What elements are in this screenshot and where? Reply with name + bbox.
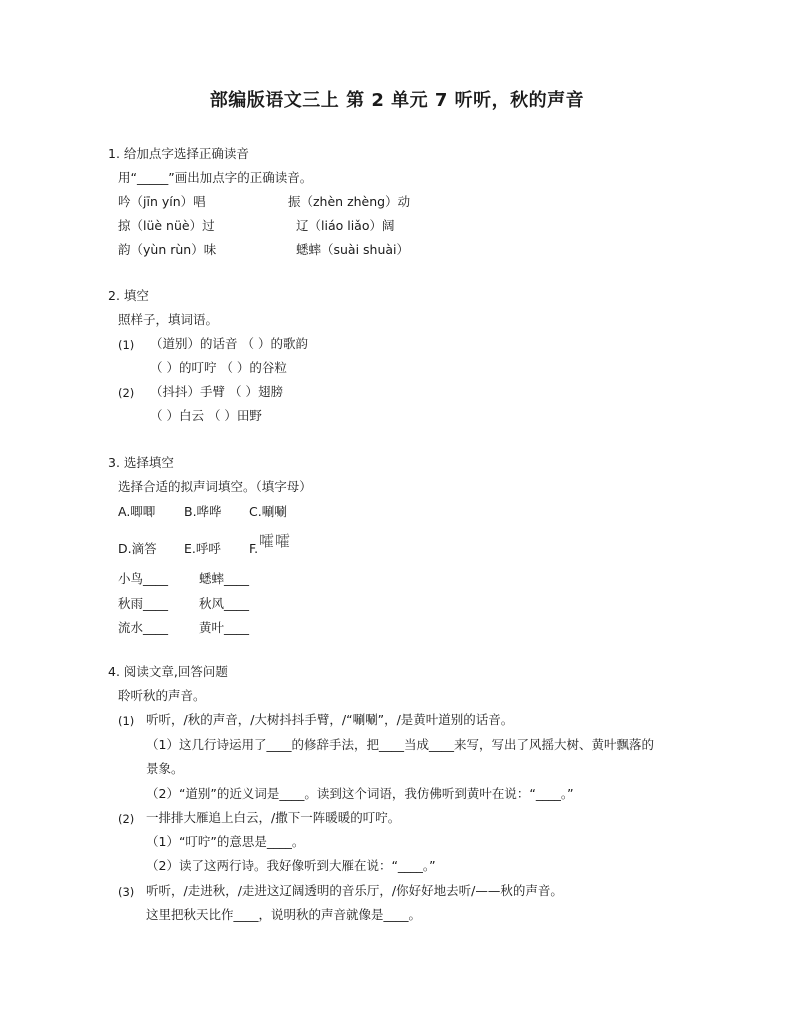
- q4-question: （2）“道别”的近义词是____。读到这个词语，我仿佛听到黄叶在说：“____。”: [146, 786, 574, 801]
- q3-option: B.哗哗: [184, 504, 222, 519]
- q1-item: 振（zhèn zhèng）动: [288, 194, 411, 209]
- q2-row: （道别）的话音 （ ）的歌韵: [150, 336, 308, 351]
- q3-instruction: 选择合适的拟声词填空。（填字母）: [118, 479, 312, 494]
- q4-passage: 听听，/走进秋，/走进这辽阔透明的音乐厅，/你好好地去听/——秋的声音。: [146, 883, 563, 898]
- q4-number-2: (2): [118, 812, 135, 826]
- q4-passage: 听听，/秋的声音，/大树抖抖手臂，/“唰唰”，/是黄叶道别的话音。: [146, 712, 514, 727]
- q3-option: E.呼呼: [184, 541, 221, 556]
- q2-row: （ ）的叮咛 （ ）的谷粒: [150, 360, 287, 375]
- q2-heading: 2. 填空: [108, 288, 149, 303]
- page-title: 部编版语文三上 第 2 单元 7 听听，秋的声音: [209, 90, 585, 111]
- q1-item: 辽（liáo liǎo）阔: [296, 218, 395, 233]
- q1-item: 韵（yùn rùn）味: [118, 242, 217, 257]
- q3-option: F.: [249, 541, 259, 556]
- q1-item: 吟（jīn yín）唱: [118, 194, 206, 209]
- q2-number-1: (1): [118, 338, 135, 352]
- q1-item: 掠（lüè nüè）过: [118, 218, 215, 233]
- q3-fill: 秋雨____: [118, 596, 169, 611]
- q2-row: （ ）白云 （ ）田野: [150, 408, 262, 423]
- q3-option-f-glyph: 嚯嚯: [259, 532, 292, 550]
- q4-question: 景象。: [146, 761, 184, 776]
- q4-question: （1）“叮咛”的意思是____。: [146, 834, 305, 849]
- q3-option: C.唰唰: [249, 504, 287, 519]
- q4-number-3: (3): [118, 885, 135, 899]
- q3-fill: 流水____: [118, 620, 169, 635]
- q4-number-1: (1): [118, 714, 135, 728]
- q3-option: A.唧唧: [118, 504, 156, 519]
- q3-option: D.滴答: [118, 541, 157, 556]
- q4-subtitle: 聆听秋的声音。: [118, 688, 206, 703]
- q4-question: 这里把秋天比作____，说明秋的声音就像是____。: [146, 907, 422, 922]
- q3-fill: 黄叶____: [199, 620, 250, 635]
- q2-row: （抖抖）手臂 （ ）翅膀: [150, 384, 283, 399]
- q4-question: （2）读了这两行诗。我好像听到大雁在说：“____。”: [146, 858, 436, 873]
- q3-fill: 蟋蟀____: [199, 571, 250, 586]
- q4-heading: 4. 阅读文章,回答问题: [108, 664, 228, 679]
- q3-fill: 小鸟____: [118, 571, 169, 586]
- q4-passage: 一排排大雁追上白云，/撒下一阵暖暖的叮咛。: [146, 810, 401, 825]
- q4-question: （1）这几行诗运用了____的修辞手法，把____当成____来写，写出了风摇大树、黄叶飘落的: [146, 737, 654, 752]
- q2-number-2: (2): [118, 386, 135, 400]
- q1-instruction: 用“_____”画出加点字的正确读音。: [118, 170, 313, 185]
- q1-item: 蟋蟀（suài shuài）: [296, 242, 410, 257]
- q3-heading: 3. 选择填空: [108, 455, 174, 470]
- q1-heading: 1. 给加点字选择正确读音: [108, 146, 249, 161]
- q3-fill: 秋风____: [199, 596, 250, 611]
- q2-instruction: 照样子，填词语。: [118, 312, 219, 327]
